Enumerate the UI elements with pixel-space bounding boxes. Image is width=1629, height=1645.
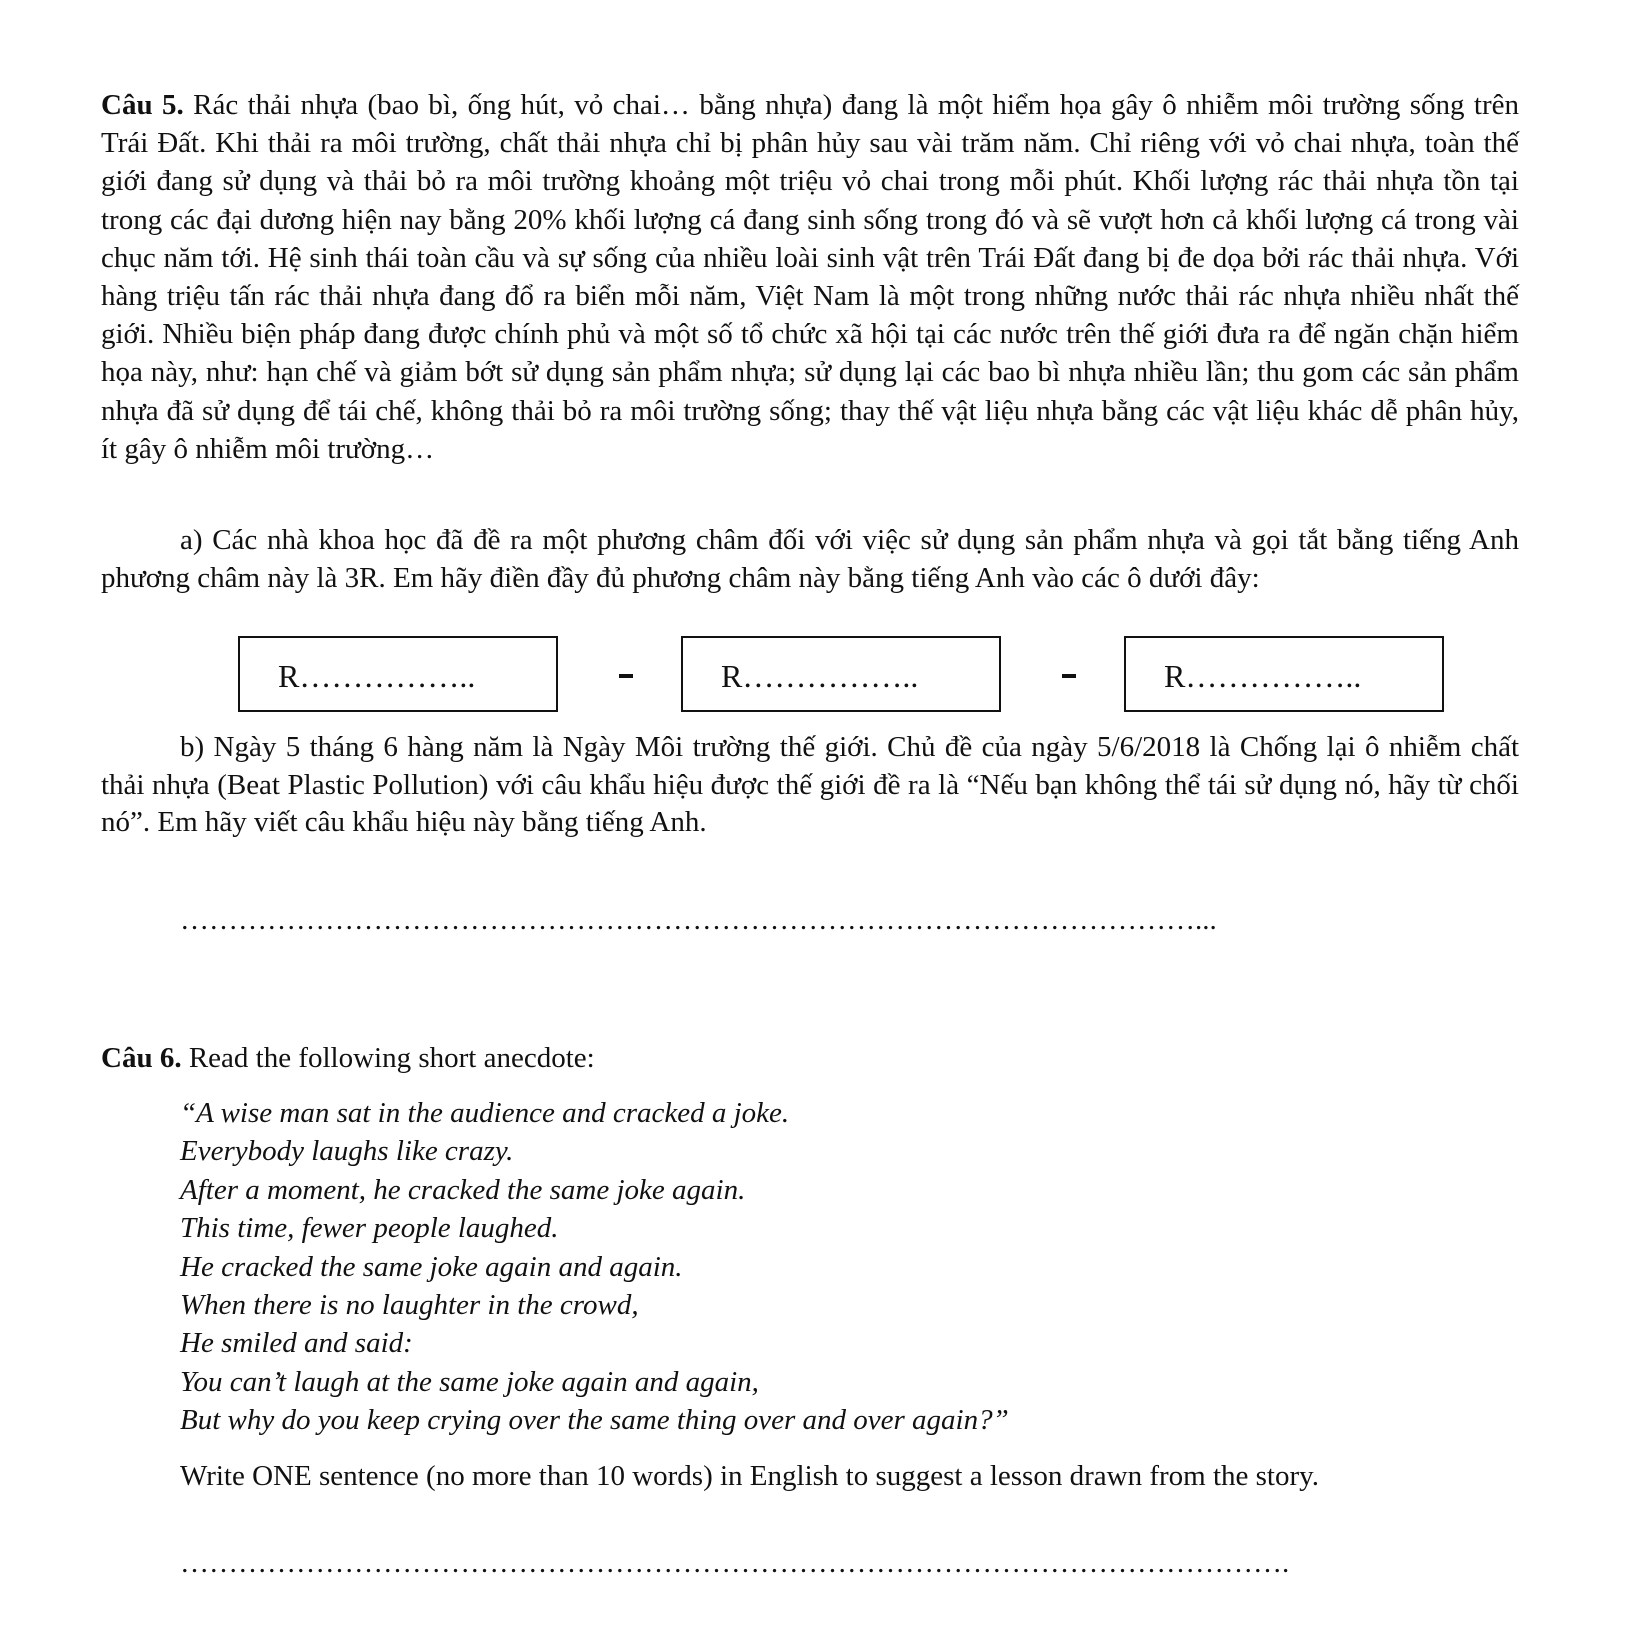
question-5-paragraph: [101, 86, 1519, 468]
poem-line: After a moment, he cracked the same joke again.: [180, 1173, 746, 1206]
question-6-intro: Read the following short anecdote:: [181, 1042, 595, 1074]
anecdote-poem: [180, 1094, 1009, 1440]
poem-line: This time, fewer people laughed.: [180, 1212, 559, 1245]
box-separator: [619, 674, 633, 678]
poem-line: When there is no laughter in the crowd,: [180, 1289, 639, 1322]
question-6-label: Câu 6.: [101, 1042, 182, 1074]
question-6-task: Write ONE sentence (no more than 10 words) in English to suggest a lesson drawn from the story.: [180, 1460, 1319, 1492]
poem-line: He smiled and said:: [180, 1327, 413, 1360]
question-5b-text: b) Ngày 5 tháng 6 hàng năm là Ngày Môi trường thế giới. Chủ đề của ngày 5/6/2018 là Chống lại ô nhiễm chất thải nhựa (Beat Plastic Pollution) với câu khẩu hiệu được thế giới đề ra là “Nếu bạn không thể tái sử dụng nó, hãy từ chối nó”. Em hãy viết câu khẩu hiệu này bằng tiếng Anh.: [101, 731, 1519, 838]
poem-line: You can’t laugh at the same joke again and again,: [180, 1365, 759, 1398]
box-separator: [1062, 674, 1076, 678]
answer-line-6[interactable]: …………………………………………………………………………………………………….: [180, 1548, 1290, 1578]
answer-box-3[interactable]: R……………..: [1124, 636, 1444, 712]
question-5-label: Câu 5.: [101, 89, 184, 121]
answer-line-5b[interactable]: ……………………………………………………………………………………………...: [180, 905, 1217, 935]
poem-line: He cracked the same joke again and again.: [180, 1250, 683, 1283]
answer-box-2[interactable]: R……………..: [681, 636, 1001, 712]
question-6-heading: [101, 1039, 595, 1077]
question-5a-text: a) Các nhà khoa học đã đề ra một phương châm đối với việc sử dụng sản phẩm nhựa và gọi tắt bằng tiếng Anh phương châm này là 3R. Em hãy điền đầy đủ phương châm này bằng tiếng Anh vào các ô dưới đây:: [101, 524, 1519, 594]
answer-box-1[interactable]: R……………..: [238, 636, 558, 712]
poem-line: But why do you keep crying over the same thing over and over again?”: [180, 1404, 1009, 1437]
poem-line: “A wise man sat in the audience and cracked a joke.: [180, 1097, 790, 1129]
question-5-text: Rác thải nhựa (bao bì, ống hút, vỏ chai… bằng nhựa) đang là một hiểm họa gây ô nhiễm môi trường sống trên Trái Đất. Khi thải ra môi trường, chất thải nhựa chỉ bị phân hủy sau vài trăm năm. Chỉ riêng với vỏ chai nhựa, toàn thế giới đang sử dụng và thải bỏ ra môi trường khoảng một triệu vỏ chai trong mỗi phút. Khối lượng rác thải nhựa tồn tại trong các đại dương hiện nay bằng 20% khối lượng cá đang sinh sống trong đó và sẽ vượt hơn cả khối lượng cá trong vài chục năm tới. Hệ sinh thái toàn cầu và sự sống của nhiều loài sinh vật trên Trái Đất đang bị đe dọa bởi rác thải nhựa. Với hàng triệu tấn rác thải nhựa đang đổ ra biển mỗi năm, Việt Nam là một trong những nước thải rác nhựa nhiều nhất thế giới. Nhiều biện pháp đang được chính phủ và một số tổ chức xã hội tại các nước trên thế giới đưa ra để ngăn chặn hiểm họa này, như: hạn chế và giảm bớt sử dụng sản phẩm nhựa; sử dụng lại các bao bì nhựa nhiều lần; thu gom các sản phẩm nhựa đã sử dụng để tái chế, không thải bỏ ra môi trường sống; thay thế vật liệu nhựa bằng các vật liệu khác dễ phân hủy, ít gây ô nhiễm môi trường…: [101, 89, 1520, 465]
poem-line: Everybody laughs like crazy.: [180, 1135, 514, 1168]
